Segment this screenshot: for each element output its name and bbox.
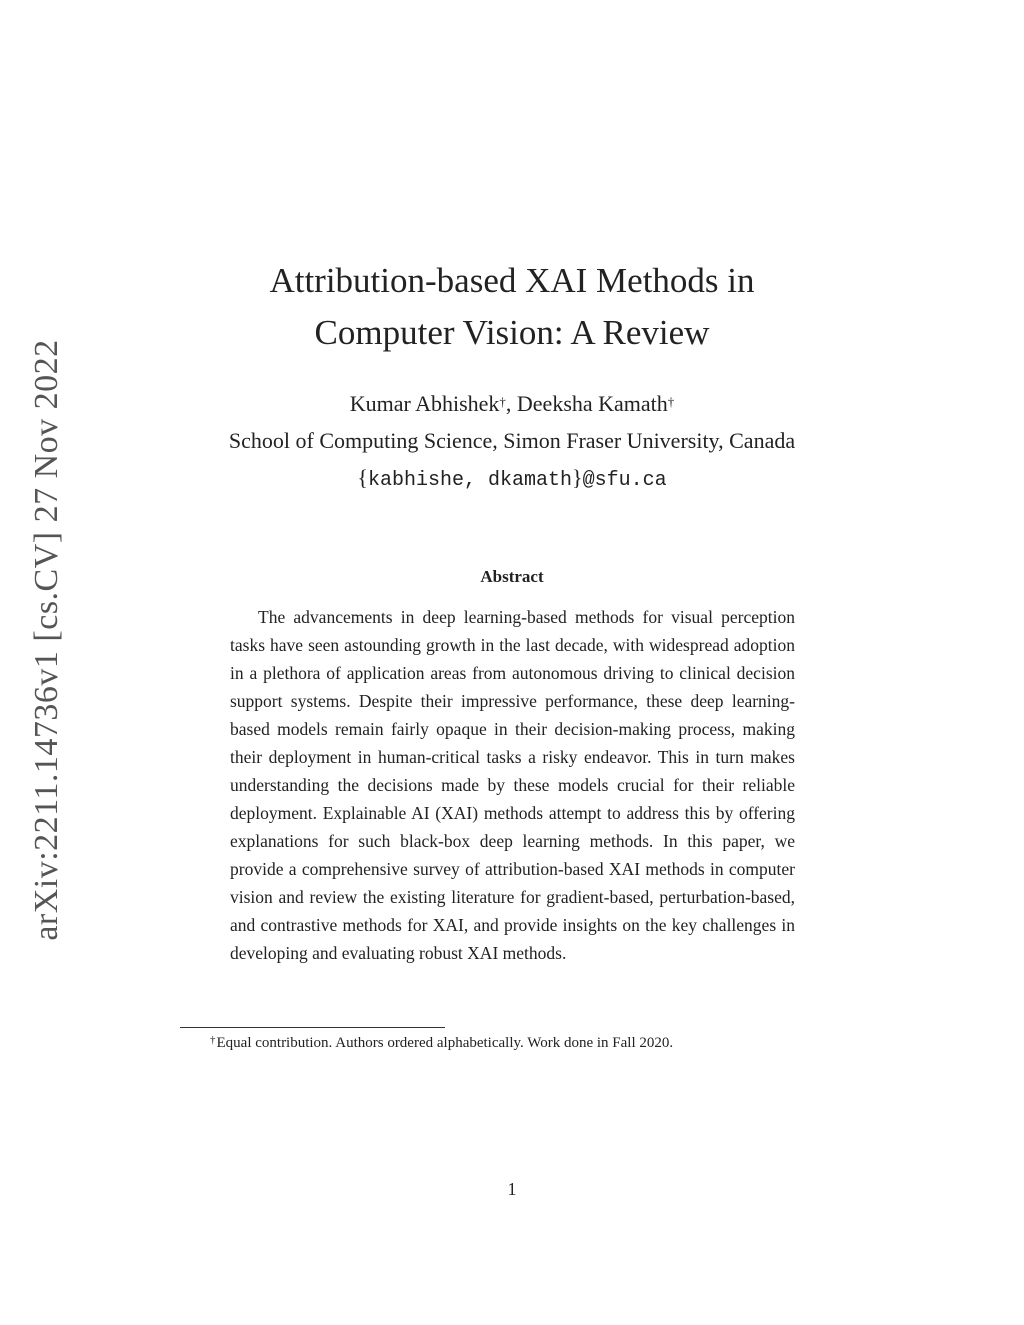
paper-title: [0, 255, 1024, 359]
abstract-heading: Abstract: [480, 567, 544, 586]
title-line-1: Attribution-based XAI Methods in: [269, 261, 755, 300]
page-number: 1: [507, 1179, 517, 1199]
author-separator: ,: [505, 391, 517, 416]
email-open-brace: {: [357, 465, 368, 490]
email-address: [0, 460, 1024, 499]
author-2: Deeksha Kamath: [516, 391, 668, 416]
abstract-text: The advancements in deep learning-based methods for visual perception tasks have seen astounding growth in the last decade, with widespread adoption in a plethora of application areas from autonomous driving to clinical decision support systems. Despite their impressive performance, these deep learning-based models remain fairly opaque in their decision-making process, making their deployment in human-critical tasks a risky endeavor. This in turn makes understanding the decisions made by these models crucial for their reliable deployment. Explainable AI (XAI) methods attempt to address this by offering explanations for such black-box deep learning methods. In this paper, we provide a comprehensive survey of attribution-based XAI methods in computer vision and review the existing literature for gradient-based, perturbation-based, and contrastive methods for XAI, and provide insights on the key challenges in developing and evaluating robust XAI methods.: [230, 607, 795, 963]
footnote: [210, 1033, 673, 1053]
affiliation: School of Computing Science, Simon Fraser University, Canada: [228, 428, 796, 453]
footnote-text: Equal contribution. Authors ordered alphabetically. Work done in Fall 2020.: [216, 1035, 674, 1051]
title-line-2: Computer Vision: A Review: [314, 313, 710, 352]
email-close-brace: }: [572, 465, 583, 490]
email-domain: @sfu.ca: [582, 469, 667, 492]
author-list: [0, 386, 1024, 422]
author-2-footnote-mark: †: [667, 394, 675, 409]
arxiv-stamp: arXiv:2211.14736v1 [cs.CV] 27 Nov 2022: [28, 339, 65, 941]
footnote-divider: [180, 1027, 445, 1028]
footnote-mark: †: [210, 1034, 216, 1046]
author-1-footnote-mark: †: [499, 394, 506, 409]
email-users: kabhishe, dkamath: [367, 469, 573, 492]
author-1: Kumar Abhishek: [349, 391, 500, 416]
